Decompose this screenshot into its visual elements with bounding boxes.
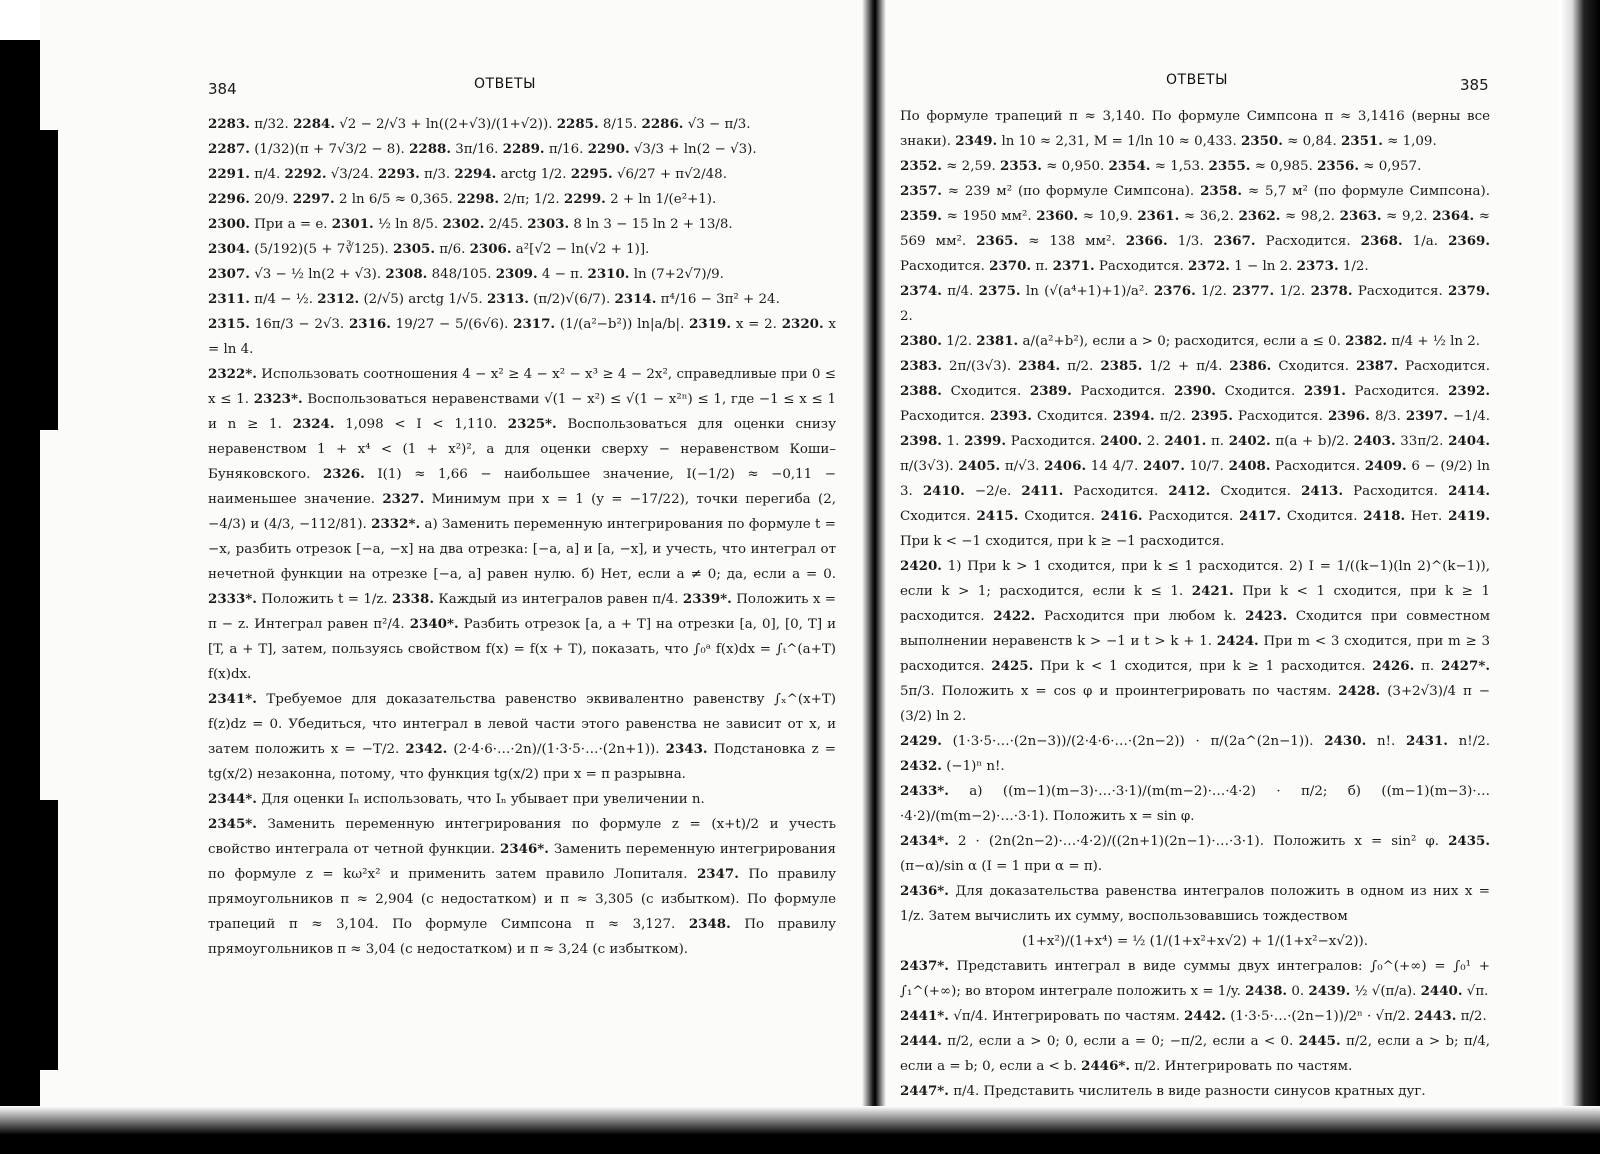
answer-paragraph: 2311. π/4 − ½. 2312. (2/√5) arctg 1/√5. 2313. (π/2)√(6/7). 2314. π⁴/16 − 3π² + 24. bbox=[208, 291, 780, 307]
scan-shadow-bar bbox=[40, 800, 58, 1070]
answer-paragraph: 2383. 2π/(3√3). 2384. π/2. 2385. 1/2 + π/4. 2386. Сходится. 2387. Расходится. 2388. Сходится. 2389. Расходится. 2390. Сходится. 2391. Расходится. 2392. Расходится. 2393. Сходится. 2394. π/2. 2395. Расходится. 2396. 8/3. 2397. −1/4. 2398. 1. 2399. Расходится. 2400. 2. 2401. π. 2402. π(a + b)/2. 2403. 33π/2. 2404. π/(3√3). 2405. π/√3. 2406. 14 4/7. 2407. 10/7. 2408. Расходится. 2409. 6 − (9/2) ln 3. 2410. −2/e. 2411. Расходится. 2412. Сходится. 2413. Расходится. 2414. Сходится. 2415. Сходится. 2416. Расходится. 2417. Сходится. 2418. Нет. 2419. При k < −1 сходится, при k ≥ −1 расходится. bbox=[900, 358, 1491, 549]
answer-paragraph: 2304. (5/192)(5 + 7∛125). 2305. π/6. 2306. a²[√2 − ln(√2 + 1)]. bbox=[208, 241, 650, 257]
answer-paragraph: 2420. 1) При k > 1 сходится, при k ≤ 1 расходится. 2) I = 1/((k−1)(ln 2)^(k−1)), если k > 1; расходится, если k ≤ 1. 2421. При k < 1 сходится, при k ≥ 1 расходится. 2422. Расходится при любом k. 2423. Сходится при совместном выполнении неравенств k > −1 и t > k + 1. 2424. При m < 3 сходится, при m ≥ 3 расходится. 2425. При k < 1 сходится, при k ≥ 1 расходится. 2426. π. 2427*. 5π/3. Положить x = cos φ и проинтегрировать по частям. 2428. (3+2√3)/4 π − (3/2) ln 2. bbox=[900, 558, 1490, 724]
scan-bottom-edge bbox=[0, 1106, 1600, 1154]
left-page-body bbox=[208, 112, 836, 962]
answer-paragraph: 2291. π/4. 2292. √3/24. 2293. π/3. 2294. arctg 1/2. 2295. √6/27 + π√2/48. bbox=[208, 166, 727, 182]
right-page-number: 385 bbox=[1460, 76, 1489, 94]
answer-paragraph: 2296. 20/9. 2297. 2 ln 6/5 ≈ 0,365. 2298. 2/π; 1/2. 2299. 2 + ln 1/(e²+1). bbox=[208, 191, 717, 207]
scan-shadow-bar bbox=[40, 130, 58, 430]
answer-paragraph: 2441*. √π/4. Интегрировать по частям. 2442. (1·3·5·…·(2n−1))/2ⁿ · √π/2. 2443. π/2. bbox=[900, 1008, 1487, 1024]
answer-paragraph: 2380. 1/2. 2381. a/(a²+b²), если a > 0; расходится, если a ≤ 0. 2382. π/4 + ½ ln 2. bbox=[900, 333, 1481, 349]
answer-paragraph: 2322*. Использовать соотношения 4 − x² ≥ 4 − x² − x³ ≥ 4 − 2x², справедливые при 0 ≤ x ≤ 1. 2323*. Воспользоваться неравенствами √(1 − x²) ≤ √(1 − x²ⁿ) ≤ 1, где −1 ≤ x ≤ 1 и n ≥ 1. 2324. 1,098 < I < 1,110. 2325*. Воспользоваться для оценки снизу неравенством 1 + x⁴ < (1 + x²)², а для оценки сверху − неравенством Коши–Буняковского. 2326. I(1) ≈ 1,66 − наибольшее значение, I(−1/2) ≈ −0,11 − наименьшее значение. 2327. Минимум при x = 1 (y = −17/22), точки перегиба (2, −4/3) и (4/3, −112/81). 2332*. а) Заменить переменную интегрирования по формуле t = −x, разбить отрезок [−a, −x] на два отрезка: [−a, a] и [a, −x], и учесть, что интеграл от нечетной функции на отрезке [−a, a] равен нулю. б) Нет, если a ≠ 0; да, если a = 0. 2333*. Положить t = 1/z. 2338. Каждый из интегралов равен π/4. 2339*. Положить x = π − z. Интеграл равен π²/4. 2340*. Разбить отрезок [a, a + T] на отрезки [a, 0], [0, T] и [T, a + T], затем, пользуясь свойством f(x) = f(x + T), показать, что ∫₀ᵃ f(x)dx = ∫ₜ^(a+T) f(x)dx. bbox=[208, 366, 836, 682]
answer-paragraph: 2341*. Требуемое для доказательства равенство эквивалентно равенству ∫ₓ^(x+T) f(z)dz = 0. Убедиться, что интеграл в левой части этого равенства не зависит от x, и затем положить x = −T/2. 2342. (2·4·6·…·2n)/(1·3·5·…·(2n+1)). 2343. Подстановка z = tg(x/2) незаконна, потому, что функция tg(x/2) при x = π разрывна. bbox=[208, 691, 836, 782]
left-page-header: ОТВЕТЫ bbox=[474, 76, 536, 92]
answer-paragraph: 2315. 16π/3 − 2√3. 2316. 19/27 − 5/(6√6). 2317. (1/(a²−b²)) ln|a/b|. 2319. x = 2. 2320. x = ln 4. bbox=[208, 316, 836, 357]
answer-paragraph: 2300. При a = e. 2301. ½ ln 8/5. 2302. 2/45. 2303. 8 ln 3 − 15 ln 2 + 13/8. bbox=[208, 216, 733, 232]
right-page-body bbox=[900, 104, 1490, 1129]
answer-paragraph: 2444. π/2, если a > 0; 0, если a = 0; −π/2, если a < 0. 2445. π/2, если a > b; π/4, если a = b; 0, если a < b. 2446*. π/2. Интегрировать по частям. bbox=[900, 1033, 1491, 1074]
answer-paragraph: 2357. ≈ 239 м² (по формуле Симпсона). 2358. ≈ 5,7 м² (по формуле Симпсона). 2359. ≈ 1950 мм². 2360. ≈ 10,9. 2361. ≈ 36,2. 2362. ≈ 98,2. 2363. ≈ 9,2. 2364. ≈ 569 мм². 2365. ≈ 138 мм². 2366. 1/3. 2367. Расходится. 2368. 1/a. 2369. Расходится. 2370. π. 2371. Расходится. 2372. 1 − ln 2. 2373. 1/2. bbox=[900, 183, 1490, 274]
answer-paragraph: 2437*. Представить интеграл в виде суммы двух интегралов: ∫₀^(+∞) = ∫₀¹ + ∫₁^(+∞); во втором интеграле положить x = 1/y. 2438. 0. 2439. ½ √(π/a). 2440. √π. bbox=[900, 958, 1490, 999]
answer-paragraph: 2287. (1/32)(π + 7√3/2 − 8). 2288. 3π/16. 2289. π/16. 2290. √3/3 + ln(2 − √3). bbox=[208, 141, 757, 157]
right-page-header: ОТВЕТЫ bbox=[1166, 72, 1228, 88]
answer-paragraph: 2307. √3 − ½ ln(2 + √3). 2308. 848/105. 2309. 4 − π. 2310. ln (7+2√7)/9. bbox=[208, 266, 724, 282]
answer-paragraph: 2433*. а) ((m−1)(m−3)·…·3·1)/(m(m−2)·…·4·2) · π/2; б) ((m−1)(m−3)·…·4·2)/(m(m−2)·…·3·1). Положить x = sin φ. bbox=[900, 783, 1490, 824]
identity-formula: (1+x²)/(1+x⁴) = ½ (1/(1+x²+x√2) + 1/(1+x²−x√2)). bbox=[1021, 934, 1369, 949]
answer-paragraph: 2374. π/4. 2375. ln (√(a⁴+1)+1)/a². 2376. 1/2. 2377. 1/2. 2378. Расходится. 2379. 2. bbox=[900, 283, 1490, 324]
answer-paragraph: 2447*. π/4. Представить числитель в виде разности синусов кратных дуг. bbox=[900, 1083, 1426, 1099]
answer-paragraph: 2436*. Для доказательства равенства интегралов положить в одном из них x = 1/z. Затем вычислить их сумму, воспользовавшись тождеством bbox=[900, 883, 1490, 924]
answer-paragraph: 2434*. 2 · (2n(2n−2)·…·4·2)/((2n+1)(2n−1)·…·3·1). Положить x = sin² φ. 2435. (π−α)/sin α (I = 1 при α = π). bbox=[900, 833, 1490, 874]
answer-paragraph: 2345*. Заменить переменную интегрирования по формуле z = (x+t)/2 и учесть свойство интеграла от четной функции. 2346*. Заменить переменную интегрирования по формуле z = kω²x² и применить затем правило Лопиталя. 2347. По правилу прямоугольников π ≈ 2,904 (с недостатком) и π ≈ 3,305 (с избытком). По формуле трапеций π ≈ 3,104. По формуле Симпсона π ≈ 3,127. 2348. По правилу прямоугольников π ≈ 3,04 (с недостатком) и π ≈ 3,24 (с избытком). bbox=[208, 816, 836, 957]
answer-paragraph: 2344*. Для оценки Iₙ использовать, что Iₙ убывает при увеличении n. bbox=[208, 791, 705, 807]
answer-paragraph: 2429. (1·3·5·…·(2n−3))/(2·4·6·…·(2n−2)) · π/(2a^(2n−1)). 2430. n!. 2431. n!/2. 2432. (−1)ⁿ n!. bbox=[900, 733, 1490, 774]
answer-paragraph: 2283. π/32. 2284. √2 − 2/√3 + ln((2+√3)/(1+√2)). 2285. 8/15. 2286. √3 − π/3. bbox=[208, 116, 751, 132]
scan-left-edge bbox=[0, 40, 40, 1154]
scan-right-edge bbox=[1560, 0, 1600, 1154]
answer-paragraph: По формуле трапеций π ≈ 3,140. По формуле Симпсона π ≈ 3,1416 (верны все знаки). 2349. ln 10 ≈ 2,31, M = 1/ln 10 ≈ 0,433. 2350. ≈ 0,84. 2351. ≈ 1,09. bbox=[900, 109, 1490, 149]
left-page-number: 384 bbox=[208, 80, 237, 98]
left-page bbox=[40, 0, 862, 1110]
answer-paragraph: 2352. ≈ 2,59. 2353. ≈ 0,950. 2354. ≈ 1,53. 2355. ≈ 0,985. 2356. ≈ 0,957. bbox=[900, 158, 1422, 174]
book-spine bbox=[862, 0, 886, 1120]
right-page bbox=[886, 0, 1558, 1110]
